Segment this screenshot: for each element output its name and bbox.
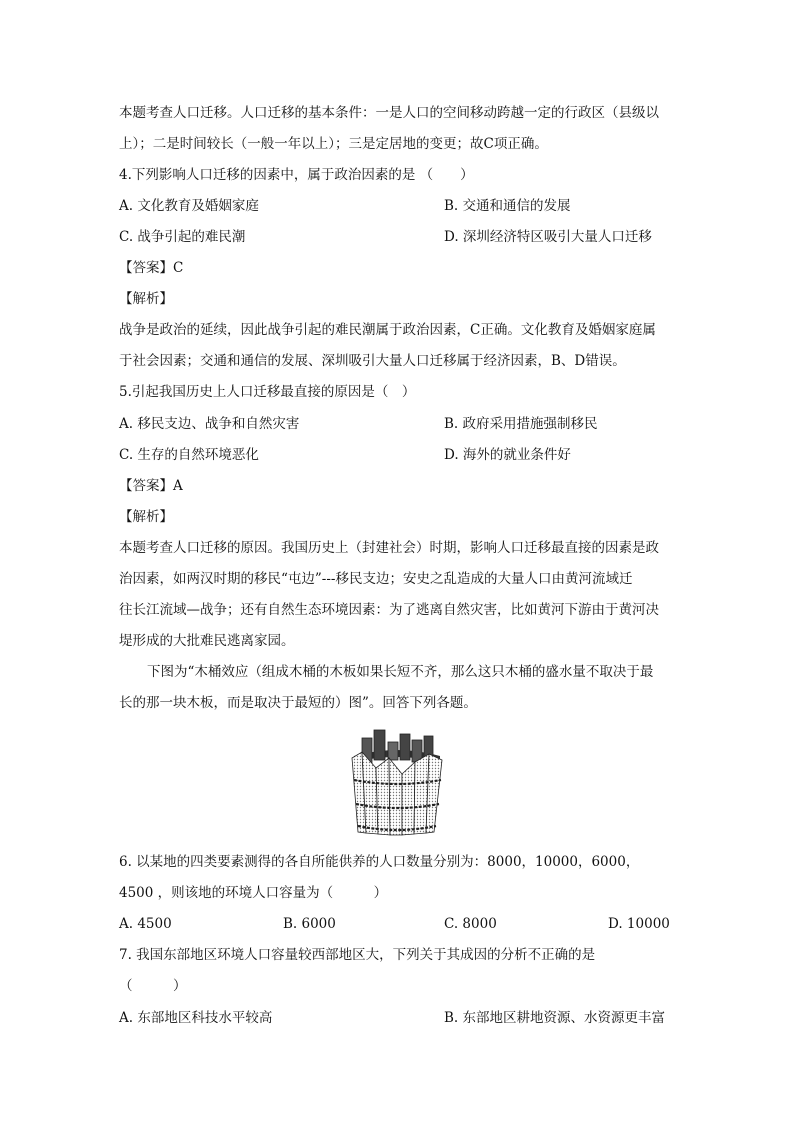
q5-analysis-line: 往长江流域—战争；还有自然生态环境因素：为了逃离自然灾害，比如黄河下游由于黄河决 <box>119 602 659 618</box>
q5-answer: 【答案】A <box>119 478 183 494</box>
question-6-stem: 4500 ，则该地的环境人口容量为（ ） <box>119 885 388 901</box>
q4-option-b: B. 交通和通信的发展 <box>444 198 571 214</box>
q6-option-a: A. 4500 <box>119 916 172 932</box>
wooden-barrel-figure <box>344 728 450 836</box>
explanation-line: 上）；二是时间较长（一般一年以上）；三是定居地的变更；故C项正确。 <box>119 136 548 152</box>
q6-option-d: D. 10000 <box>608 916 670 932</box>
q5-analysis-line: 堤形成的大批难民逃离家园。 <box>119 633 295 649</box>
question-7-stem: （ ） <box>119 978 187 994</box>
q4-analysis-line: 战争是政治的延续，因此战争引起的难民潮属于政治因素，C正确。文化教育及婚姻家庭属 <box>119 322 656 338</box>
q5-analysis-label: 【解析】 <box>119 509 173 525</box>
q5-option-b: B. 政府采用措施强制移民 <box>444 416 598 432</box>
q5-analysis-line: 治因素，如两汉时期的移民“屯边”---移民支边；安史之乱造成的大量人口由黄河流域迁 <box>119 571 633 587</box>
question-5-stem: 5.引起我国历史上人口迁移最直接的原因是（ ） <box>119 384 416 400</box>
q7-option-a: A. 东部地区科技水平较高 <box>119 1010 273 1026</box>
q5-option-a: A. 移民支边、战争和自然灾害 <box>119 416 300 432</box>
explanation-line: 本题考查人口迁移。人口迁移的基本条件：一是人口的空间移动跨越一定的行政区（县级以 <box>119 105 659 121</box>
intro-line: 下图为“木桶效应（组成木桶的木板如果长短不齐，那么这只木桶的盛水量不取决于最 <box>147 664 654 680</box>
question-4-stem: 4.下列影响人口迁移的因素中，属于政治因素的是 （ ） <box>119 167 474 183</box>
barrel-icon <box>344 728 450 836</box>
q4-answer: 【答案】C <box>119 260 184 276</box>
question-6-stem: 6. 以某地的四类要素测得的各自所能供养的人口数量分别为：8000，10000，6000， <box>119 854 640 870</box>
q5-option-c: C. 生存的自然环境恶化 <box>119 447 259 463</box>
q4-option-d: D. 深圳经济特区吸引大量人口迁移 <box>444 229 652 245</box>
question-7-stem: 7. 我国东部地区环境人口容量较西部地区大，下列关于其成因的分析不正确的是 <box>119 947 596 963</box>
q5-option-d: D. 海外的就业条件好 <box>444 447 571 463</box>
q6-option-b: B. 6000 <box>283 916 336 932</box>
q4-option-a: A. 文化教育及婚姻家庭 <box>119 198 259 214</box>
intro-line: 长的那一块木板，而是取决于最短的）图”。回答下列各题。 <box>119 695 477 711</box>
q4-option-c: C. 战争引起的难民潮 <box>119 229 246 245</box>
q4-analysis-label: 【解析】 <box>119 291 173 307</box>
q5-analysis-line: 本题考查人口迁移的原因。我国历史上（封建社会）时期，影响人口迁移最直接的因素是政 <box>119 540 659 556</box>
q7-option-b: B. 东部地区耕地资源、水资源更丰富 <box>444 1010 666 1026</box>
q4-analysis-line: 于社会因素；交通和通信的发展、深圳吸引大量人口迁移属于经济因素，B、D错误。 <box>119 353 626 369</box>
q6-option-c: C. 8000 <box>444 916 497 932</box>
